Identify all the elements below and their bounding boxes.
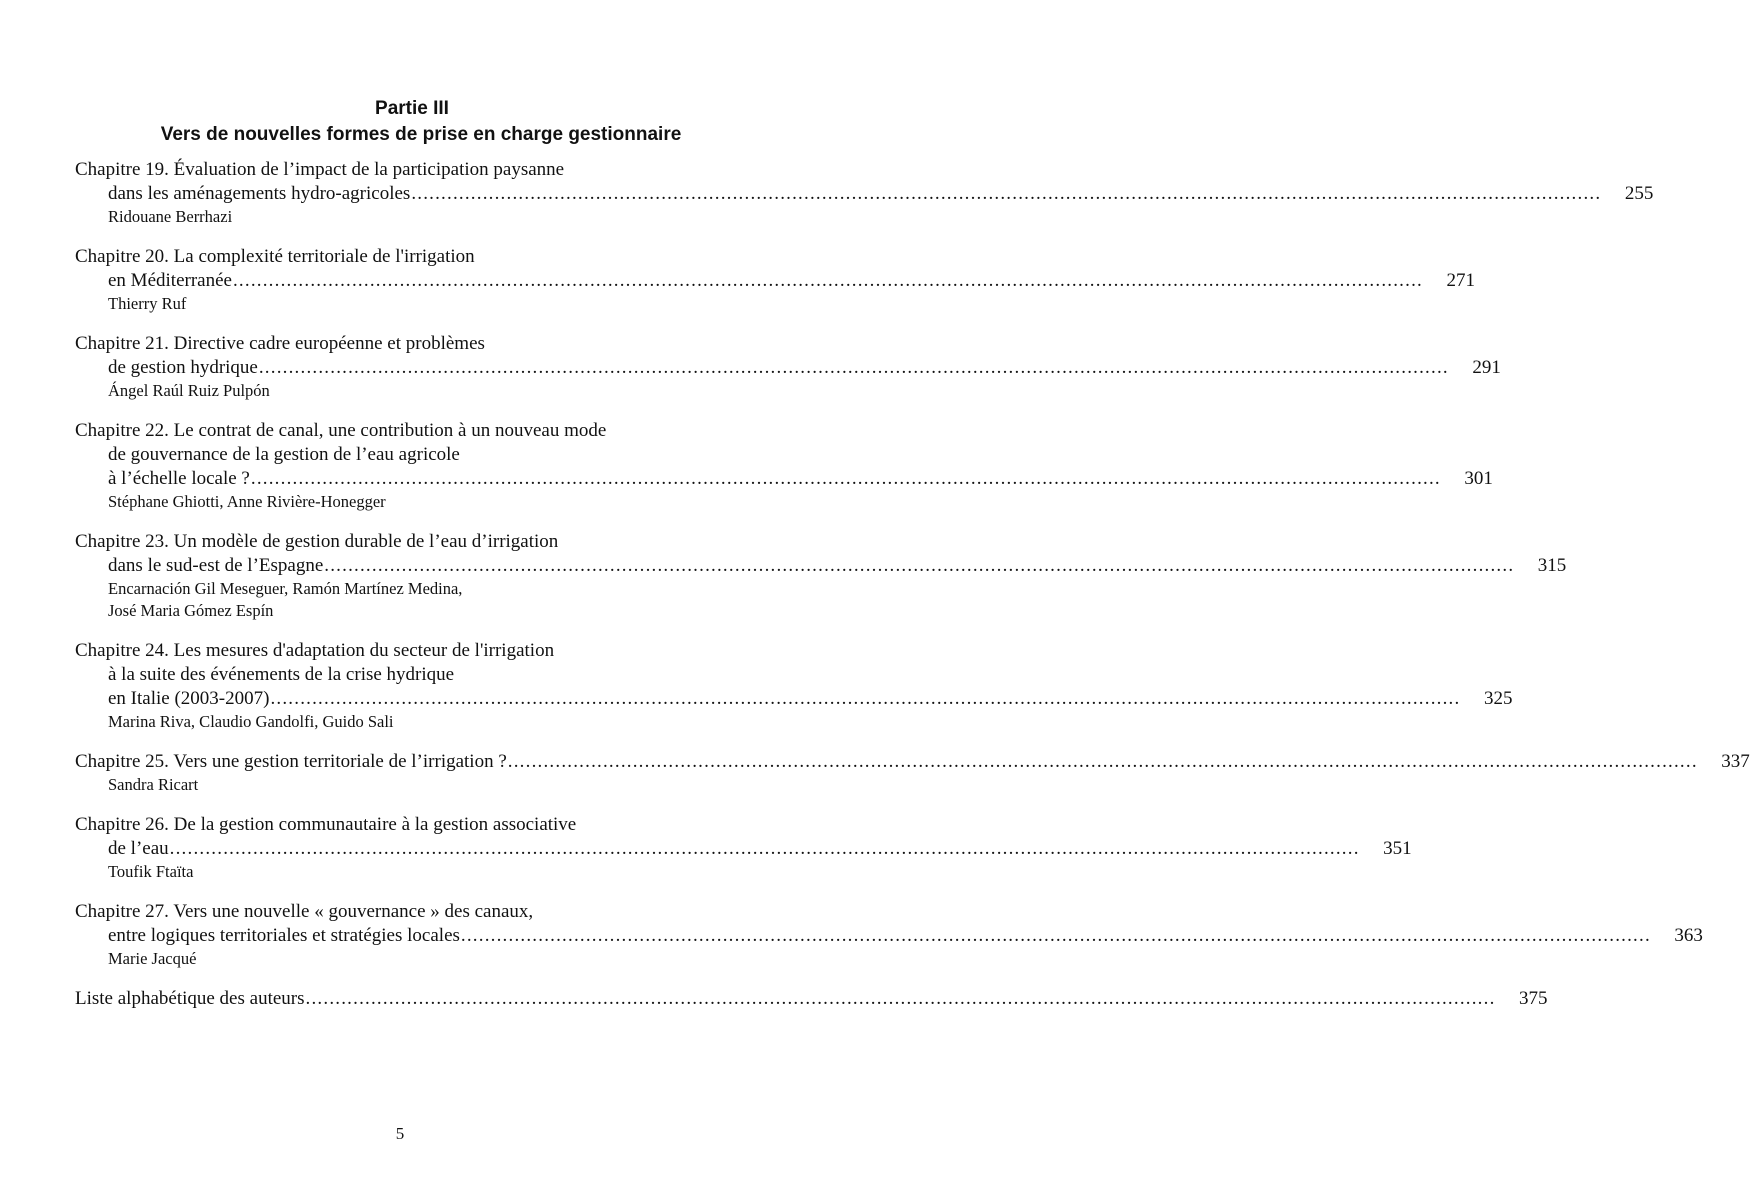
dot-leader: ........................................................................................................................................................................................................ [305,988,1496,1009]
toc-entry-title-line: Chapitre 20. La complexité territoriale de l'irrigation [75,246,475,267]
toc-entry-title-line: en Italie (2003-2007) [108,688,270,709]
dot-leader: ........................................................................................................................................................................................................ [232,270,1423,291]
toc-entry[interactable] [75,530,1567,622]
toc-entry-title-line: dans les aménagements hydro-agricoles [108,183,411,204]
toc-entry-authors: Stéphane Ghiotti, Anne Rivière-Honegger [108,492,386,511]
toc-entry-authors: Sandra Ricart [108,775,199,794]
page-number: 5 [395,1124,405,1143]
toc-entry[interactable] [75,332,1501,402]
table-of-contents [75,158,1750,1028]
toc-page-number: 325 [1483,688,1513,709]
dot-leader: ........................................................................................................................................................................................................ [258,357,1449,378]
toc-entry[interactable] [75,245,1475,315]
toc-entry-title-line: Chapitre 23. Un modèle de gestion durable de l’eau d’irrigation [75,531,559,552]
toc-entry[interactable] [75,813,1412,883]
toc-page-number: 291 [1472,357,1501,378]
toc-entry[interactable] [75,639,1513,733]
toc-entry-title-line: Liste alphabétique des auteurs [75,988,305,1009]
dot-leader: ........................................................................................................................................................................................................ [324,555,1515,576]
toc-page-number: 315 [1537,555,1567,576]
toc-entry-authors: Ángel Raúl Ruiz Pulpón [108,381,270,400]
dot-leader: ........................................................................................................................................................................................................ [250,468,1441,489]
toc-entry-title-line: de gestion hydrique [108,357,258,378]
dot-leader: ........................................................................................................................................................................................................ [169,838,1360,859]
toc-entry-title-line: de gouvernance de la gestion de l’eau agricole [108,444,460,465]
toc-entry-title-line: de l’eau [108,838,169,859]
toc-entry-authors: Ridouane Berrhazi [108,207,233,226]
toc-entry-authors: Toufik Ftaïta [108,862,194,881]
toc-entry-title-line: Chapitre 21. Directive cadre européenne et problèmes [75,333,485,354]
toc-page-number: 301 [1464,468,1493,489]
toc-entry-authors: Thierry Ruf [108,294,187,313]
toc-entry-title-line: à la suite des événements de la crise hydrique [108,664,455,685]
toc-entry-title-line: Chapitre 19. Évaluation de l’impact de la participation paysanne [75,159,565,180]
toc-entry[interactable] [75,900,1703,970]
toc-entry-title-line: Chapitre 24. Les mesures d'adaptation du secteur de l'irrigation [75,640,555,661]
dot-leader: ........................................................................................................................................................................................................ [270,688,1461,709]
dot-leader: ........................................................................................................................................................................................................ [460,925,1651,946]
toc-entry-title-line: en Méditerranée [108,270,232,291]
toc-entry-authors: José Maria Gómez Espín [108,601,274,620]
toc-page-number: 375 [1519,988,1548,1009]
toc-entry[interactable] [75,750,1750,796]
toc-entry[interactable] [75,987,1548,1011]
toc-entry-title-line: entre logiques territoriales et stratégies locales [108,925,460,946]
toc-entry[interactable] [75,419,1493,513]
dot-leader: ........................................................................................................................................................................................................ [411,183,1602,204]
toc-entry-title-line: Chapitre 22. Le contrat de canal, une contribution à un nouveau mode [75,420,607,441]
toc-page-number: 363 [1674,925,1703,946]
toc-entry[interactable] [75,158,1654,228]
toc-entry-title-line: à l’échelle locale ? [108,468,250,489]
toc-page-number: 271 [1446,270,1475,291]
toc-entry-title-line: Chapitre 27. Vers une nouvelle « gouvernance » des canaux, [75,901,534,922]
part-subtitle: Vers de nouvelles formes de prise en charge gestionnaire [160,124,682,145]
dot-leader: ........................................................................................................................................................................................................ [507,751,1698,772]
toc-entry-authors: Encarnación Gil Meseguer, Ramón Martínez Medina, [108,579,463,598]
part-title: Partie III [375,98,449,119]
toc-page-number: 351 [1383,838,1412,859]
toc-entry-title-line: dans le sud-est de l’Espagne [108,555,324,576]
toc-entry-authors: Marina Riva, Claudio Gandolfi, Guido Sali [108,712,394,731]
toc-entry-authors: Marie Jacqué [108,949,197,968]
toc-page-number: 337 [1721,751,1750,772]
toc-page-number: 255 [1624,183,1654,204]
part-heading [0,96,800,148]
toc-entry-title-line: Chapitre 26. De la gestion communautaire à la gestion associative [75,814,577,835]
toc-entry-title-line: Chapitre 25. Vers une gestion territoriale de l’irrigation ? [75,751,507,772]
